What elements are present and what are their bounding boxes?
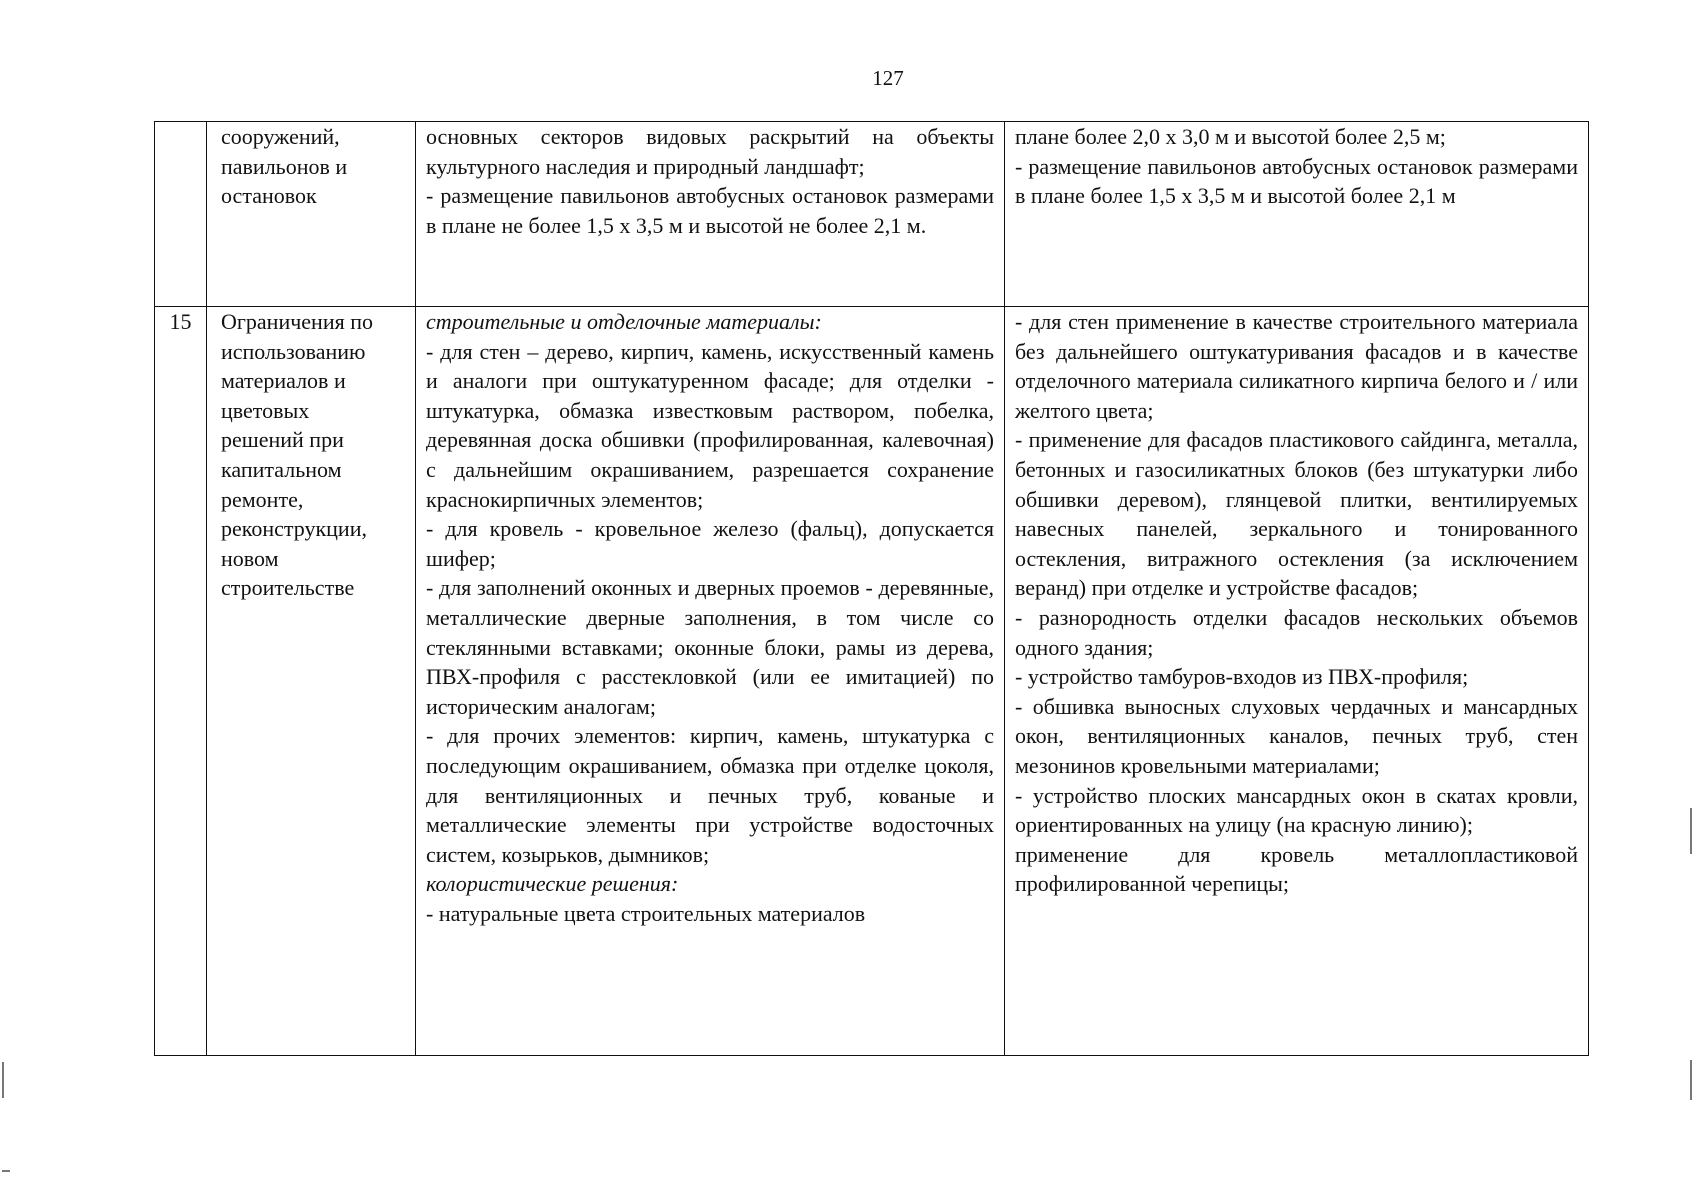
forbidden-paragraph: - устройство плоских мансардных окон в скатах кровли, ориентированных на улицу (на красную линию); bbox=[1015, 782, 1578, 838]
forbidden-cell bbox=[1005, 122, 1589, 307]
forbidden-paragraph: - для стен применение в качестве строительного материала без дальнейшего оштукатуривания фасадов и в качестве отделочного материала силикатного кирпича белого и / или желтого цвета; bbox=[1015, 309, 1578, 423]
row-number-cell bbox=[155, 122, 207, 307]
requirement-name-line: новом bbox=[221, 545, 279, 571]
allowed-cell bbox=[416, 122, 1005, 307]
scan-margin-mark bbox=[2, 1062, 4, 1098]
forbidden-paragraph: плане более 2,0 х 3,0 м и высотой более 2,5 м; bbox=[1015, 124, 1446, 149]
requirement-name-cell bbox=[207, 307, 416, 1056]
requirement-name-line: использованию bbox=[221, 338, 366, 364]
restrictions-table bbox=[154, 121, 1589, 1056]
allowed-paragraph: основных секторов видовых раскрытий на объекты культурного наследия и природный ландшафт; bbox=[426, 124, 994, 179]
allowed-paragraph: - размещение павильонов автобусных остановок размерами в плане не более 1,5 х 3,5 м и высотой не более 2,1 м. bbox=[426, 183, 994, 238]
forbidden-paragraph: - разнородность отделки фасадов нескольких объемов одного здания; bbox=[1015, 604, 1578, 660]
page-number: 127 bbox=[872, 66, 904, 90]
table-row bbox=[155, 122, 1589, 307]
allowed-paragraph: - для стен – дерево, кирпич, камень, искусственный камень и аналоги при оштукатуренном фасаде; для отделки - штукатурка, обмазка известковым раствором, побелка, деревянная доска обшивки (профилированная, калевочная) с дальнейшим окрашиванием, разрешается сохранение краснокирпичных элементов; bbox=[426, 338, 994, 512]
allowed-paragraph: - для прочих элементов: кирпич, камень, штукатурка с последующим окрашиванием, обмазка при отделке цоколя, для вентиляционных и печных труб, кованые и металлические элементы при устройстве водосточных систем, козырьков, дымников; bbox=[426, 723, 994, 867]
requirement-name-line: ремонте, bbox=[221, 486, 304, 512]
allowed-paragraph: - натуральные цвета строительных материалов bbox=[426, 900, 866, 926]
forbidden-paragraph: - применение для фасадов пластикового сайдинга, металла, бетонных и газосиликатных блоков (без штукатурки либо обшивки деревом), глянцевой плитки, вентилируемых навесных панелей, зеркального и тонированного остекления, витражного остекления (за исключением веранд) при отделке и устройстве фасадов; bbox=[1015, 427, 1578, 601]
requirement-name-line: капитальном bbox=[221, 456, 342, 482]
requirement-name-cell bbox=[207, 122, 416, 307]
requirement-name-line: реконструкции, bbox=[221, 516, 367, 542]
requirement-name-line: решений при bbox=[221, 427, 344, 453]
allowed-cell bbox=[416, 307, 1005, 1056]
requirement-name-line: остановок bbox=[221, 183, 317, 209]
requirement-name-line: цветовых bbox=[221, 397, 310, 423]
requirement-name-line: сооружений, bbox=[221, 124, 340, 149]
requirement-name-line: материалов и bbox=[221, 368, 346, 394]
scan-margin-mark bbox=[1690, 808, 1692, 854]
forbidden-paragraph: - обшивка выносных слуховых чердачных и мансардных окон, вентиляционных каналов, печных труб, стен мезонинов кровельными материалами; bbox=[1015, 693, 1578, 778]
allowed-section-heading: колористические решения: bbox=[426, 871, 679, 897]
table-row bbox=[155, 307, 1589, 1056]
scan-margin-mark bbox=[1690, 1060, 1692, 1100]
allowed-paragraph: - для кровель - кровельное железо (фальц), допускается шифер; bbox=[426, 516, 994, 571]
requirement-name-line: строительстве bbox=[221, 575, 355, 601]
forbidden-paragraph: применение для кровель металлопластиковой профилированной черепицы; bbox=[1015, 841, 1578, 897]
row-number-cell: 15 bbox=[155, 307, 207, 1056]
requirement-name-line: Ограничения по bbox=[221, 309, 373, 334]
scan-margin-mark bbox=[2, 1170, 10, 1172]
allowed-section-heading: строительные и отделочные материалы: bbox=[426, 309, 822, 334]
allowed-paragraph: - для заполнений оконных и дверных проемов - деревянные, металлические дверные заполнения, в том числе со стеклянными вставками; оконные блоки, рамы из дерева, ПВХ-профиля с расстекловкой (или ее имитацией) по историческим аналогам; bbox=[426, 575, 994, 719]
requirement-name-line: павильонов и bbox=[221, 153, 348, 179]
forbidden-cell bbox=[1005, 307, 1589, 1056]
forbidden-paragraph: - размещение павильонов автобусных остановок размерами в плане более 1,5 х 3,5 м и высотой более 2,1 м bbox=[1015, 153, 1578, 209]
forbidden-paragraph: - устройство тамбуров-входов из ПВХ-профиля; bbox=[1015, 664, 1469, 690]
